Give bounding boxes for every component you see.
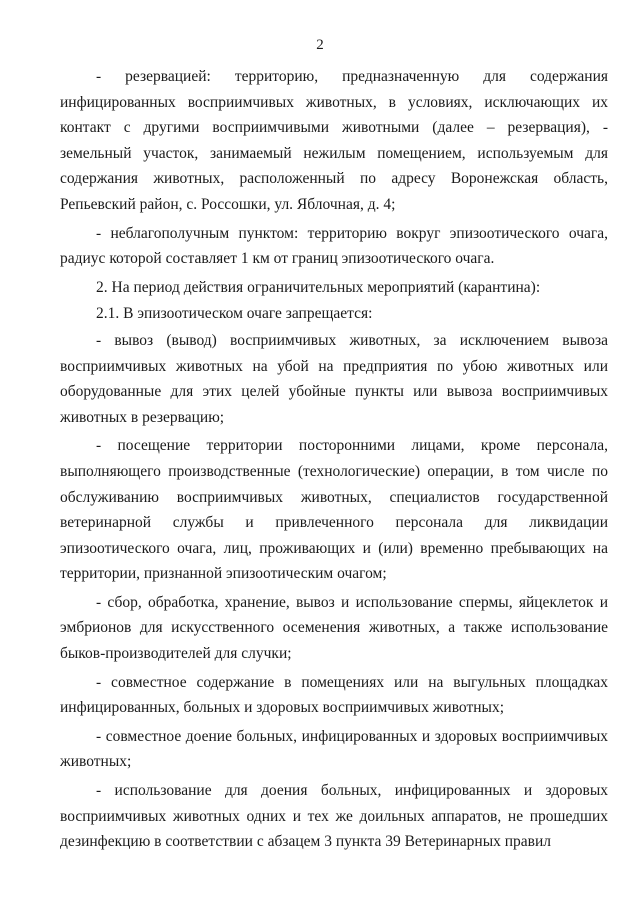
- paragraph-unfavorable-point-definition: - неблагополучным пунктом: территорию вокруг эпизоотического очага, радиус которой составляет 1 км от границ эпизоотического очага.: [60, 224, 608, 268]
- paragraph-section-2-1-heading: 2.1. В эпизоотическом очаге запрещается:: [96, 305, 373, 323]
- paragraph-ban-visits: - посещение территории посторонними лицами, кроме персонала, выполняющего производственные (технологические) операции, в том числе по обслуживанию восприимчивых животных, специалистов государственной ветеринарной службы и привлеченного персонала для ликвидации эпизоотического очага, лиц, проживающих и (или) временно пребывающих на территории, признанной эпизоотическим очагом;: [60, 437, 608, 583]
- paragraph-ban-joint-milking: - совместное доение больных, инфицированных и здоровых восприимчивых животных;: [60, 727, 608, 771]
- page-number: 2: [316, 37, 324, 53]
- paragraph-ban-animal-export: - вывоз (вывод) восприимчивых животных, за исключением вывоза восприимчивых животных на убой на предприятия по убою животных или оборудованные для этих целей убойные пункты или вывоза восприимчивых животных в резервацию;: [60, 331, 608, 426]
- paragraph-ban-sperm-collection: - сбор, обработка, хранение, вывоз и использование спермы, яйцеклеток и эмбрионов для искусственного осеменения животных, а также использование быков-производителей для случки;: [60, 593, 608, 663]
- paragraph-ban-joint-keeping: - совместное содержание в помещениях или на выгульных площадках инфицированных, больных и здоровых восприимчивых животных;: [60, 673, 608, 717]
- paragraph-ban-shared-milking-machines: - использование для доения больных, инфицированных и здоровых восприимчивых животных одних и тех же доильных аппаратов, не прошедших дезинфекцию в соответствии с абзацем 3 пункта 39 Ветеринарных правил: [60, 782, 608, 851]
- paragraph-reservation-definition: - резервацией: территорию, предназначенную для содержания инфицированных восприимчивых животных, в условиях, исключающих их контакт с другими восприимчивыми животными (далее – резервация), - земельный участок, занимаемый нежилым помещением, используемым для содержания животных, расположенный по адресу Воронежская область, Репьевский район, с. Россошки, ул. Яблочная, д. 4;: [60, 68, 608, 213]
- paragraph-section-2-heading: 2. На период действия ограничительных мероприятий (карантина):: [96, 278, 541, 296]
- document-body: [60, 64, 608, 858]
